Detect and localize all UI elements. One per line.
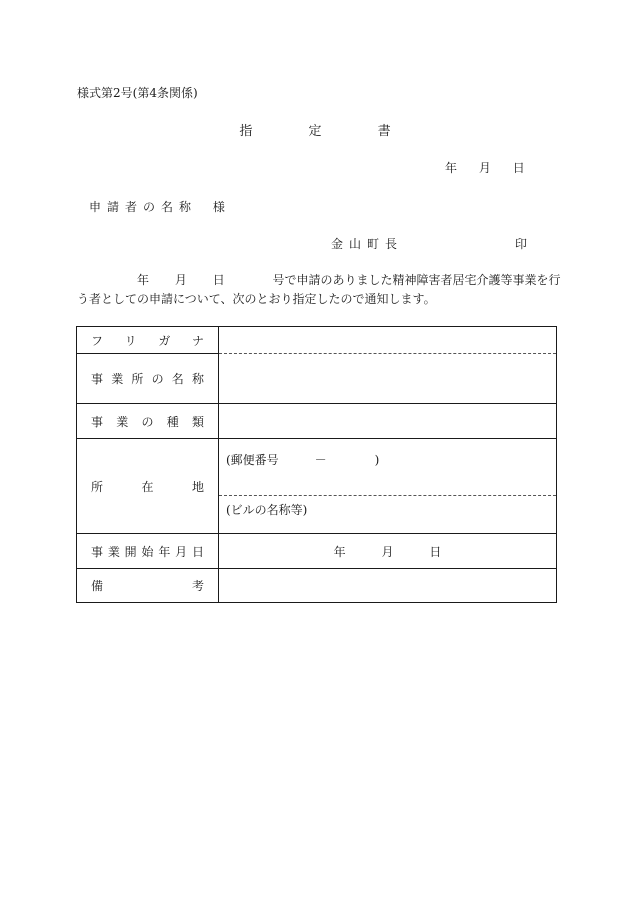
office-name-char-3: 所 [131,372,144,386]
title-char-1: 指 [239,124,253,139]
remarks-char-2: 考 [191,579,204,593]
start-date-char-6: 月 [175,544,188,559]
title-char-2: 定 [308,124,322,139]
row-start-date [77,534,557,569]
business-type-char-3: の [141,414,154,429]
office-name-char-4: の [151,372,164,386]
start-date-char-3: 開 [124,544,137,559]
business-type-char-4: 種 [166,414,179,429]
building-name-field[interactable]: (ビルの名称等) [226,503,308,517]
start-date-value[interactable] [219,534,557,569]
body-month: 月 [174,273,187,287]
location-char-2: 在 [141,479,154,494]
furigana-char-1: フ [91,333,104,348]
start-date-month: 月 [381,544,394,559]
issuer-name: 金山町長 [331,237,404,251]
postal-code-field[interactable]: (郵便番号 － ) [226,453,380,467]
row-furigana [77,327,557,354]
row-location [77,439,557,534]
furigana-label [77,327,219,354]
business-type-char-2: 業 [116,414,129,429]
issue-date [445,159,543,176]
row-office-name [77,354,557,404]
body-day: 日 [212,273,225,287]
furigana-char-2: リ [124,333,137,348]
start-date-char-7: 日 [191,544,204,559]
location-value [219,439,557,534]
office-name-char-6: 称 [191,372,204,386]
remarks-char-1: 備 [91,579,104,593]
applicant-line [89,198,225,215]
office-name-char-5: 名 [171,372,184,386]
row-remarks [77,569,557,603]
issuer-seal: 印 [515,237,528,251]
document-title [0,120,630,139]
start-date-label [77,534,219,569]
office-name-char-1: 事 [91,372,104,386]
office-name-char-2: 業 [111,372,124,386]
furigana-char-4: ナ [191,333,204,348]
location-label [77,439,219,534]
location-char-3: 地 [191,479,204,494]
business-type-label [77,404,219,439]
office-name-value[interactable] [219,354,557,404]
start-date-year: 年 [333,544,346,559]
remarks-label [77,569,219,603]
business-type-value[interactable] [219,404,557,439]
business-type-char-5: 類 [191,414,204,429]
furigana-value[interactable] [219,327,557,354]
start-date-char-5: 年 [158,544,171,559]
issue-date-month: 月 [478,161,491,175]
form-number: 様式第2号(第4条関係) [77,86,198,100]
start-date-char-4: 始 [141,544,154,559]
body-line-1-text: 号で申請のありました精神障害者居宅介護等事業を行 [272,273,561,287]
issue-date-year: 年 [445,161,458,175]
row-business-type [77,404,557,439]
body-line-2: う者としての申請について、次のとおり指定したので通知します。 [77,292,436,306]
business-type-char-1: 事 [91,414,104,429]
location-char-1: 所 [91,479,104,494]
remarks-value[interactable] [219,569,557,603]
body-year: 年 [137,273,150,287]
applicant-honorific: 様 [212,200,225,214]
body-line-1 [137,271,561,288]
furigana-char-3: ガ [158,333,171,348]
start-date-char-2: 業 [107,544,120,559]
start-date-day: 日 [429,544,442,559]
office-name-label [77,354,219,404]
start-date-char-1: 事 [91,544,104,559]
issue-date-day: 日 [512,161,525,175]
designation-table [76,326,557,603]
applicant-name-label: 申請者の名称 [89,200,198,214]
title-char-3: 書 [377,124,391,139]
